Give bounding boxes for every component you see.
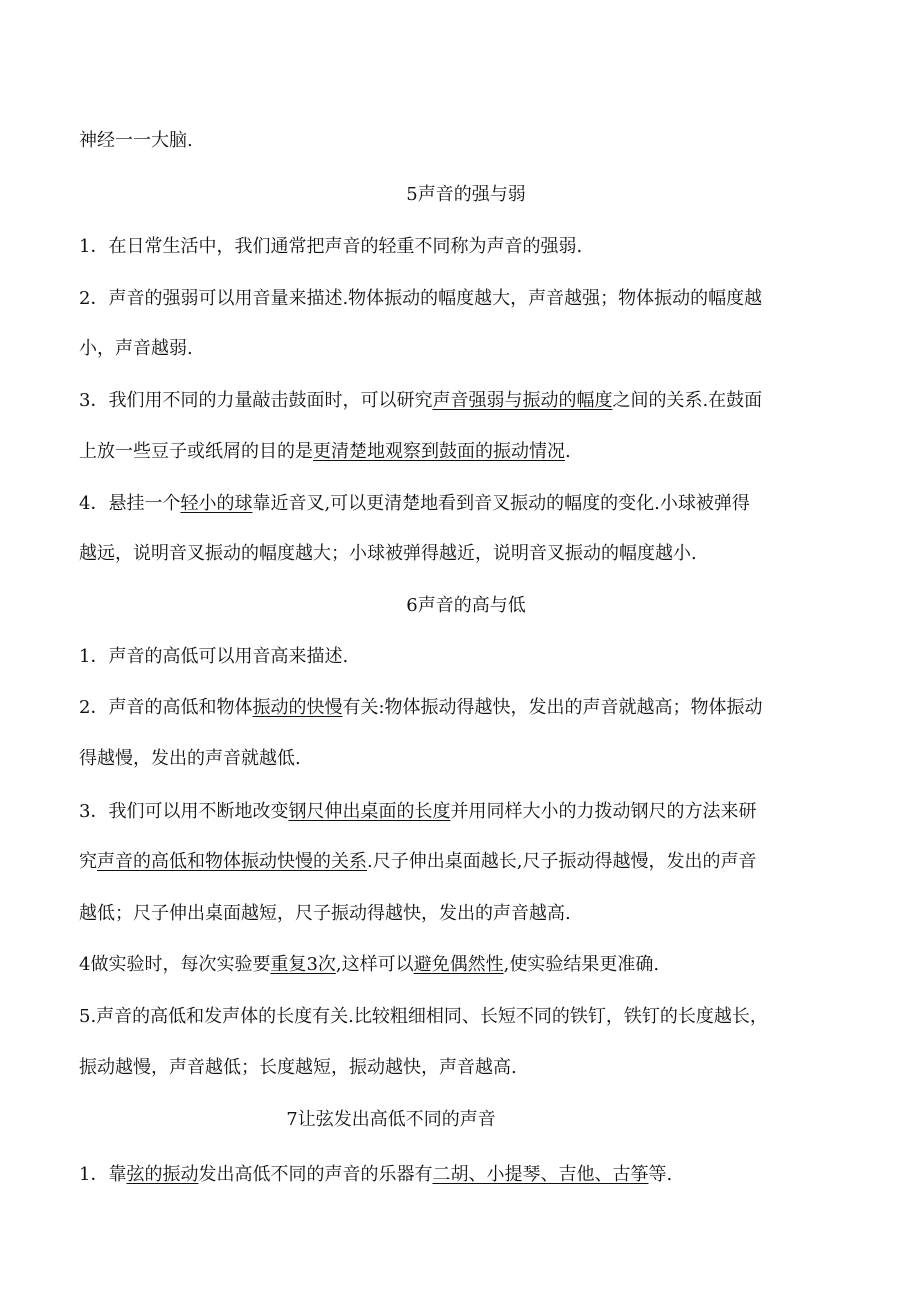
section-7-title: 7让弦发出高低不同的声音 — [286, 1109, 496, 1130]
sec6-p3-line2: 究声音的高低和物体振动快慢的关系.尺子伸出桌面越长,尺子振动得越慢，发出的声音 — [79, 851, 757, 872]
sec6-p4: 4做实验时，每次实验要重复3次,这样可以避免偶然性,使实验结果更准确. — [79, 954, 660, 975]
answer-underline: 避免偶然性 — [413, 954, 504, 975]
sec6-p5-line1: 5.声音的高低和发声体的长度有关.比较粗细相同、长短不同的铁钉，铁钉的长度越长， — [79, 1006, 768, 1027]
sec7-p1: 1．靠弦的振动发出高低不同的声音的乐器有二胡、小提琴、吉他、古筝等. — [79, 1164, 673, 1185]
sec6-p2-line1: 2．声音的高低和物体振动的快慢有关:物体振动得越快，发出的声音就越高；物体振动 — [79, 697, 763, 718]
answer-underline: 弦的振动 — [126, 1164, 199, 1185]
sec5-p4-line2: 越远，说明音叉振动的幅度越大；小球被弹得越近，说明音叉振动的幅度越小. — [79, 543, 697, 564]
answer-underline: 轻小的球 — [180, 493, 253, 514]
sec5-p3-line2: 上放一些豆子或纸屑的目的是更清楚地观察到鼓面的振动情况. — [79, 441, 571, 462]
sec6-p3-line1: 3．我们可以用不断地改变钢尺伸出桌面的长度并用同样大小的力拨动钢尺的方法来研 — [79, 801, 757, 822]
answer-underline: 更清楚地观察到鼓面的振动情况 — [313, 441, 565, 462]
sec6-p5-line2: 振动越慢，声音越低；长度越短，振动越快，声音越高. — [79, 1057, 517, 1078]
sec5-p4-line1: 4．悬挂一个轻小的球靠近音叉,可以更清楚地看到音叉振动的幅度的变化.小球被弹得 — [79, 493, 750, 514]
sec6-p3-line3: 越低；尺子伸出桌面越短，尺子振动得越快，发出的声音越高. — [79, 903, 571, 924]
section-5-title: 5声音的强与弱 — [406, 184, 526, 205]
sec5-p3-line1: 3．我们用不同的力量敲击鼓面时，可以研究声音强弱与振动的幅度之间的关系.在鼓面 — [79, 390, 763, 411]
section-6-title: 6声音的高与低 — [406, 595, 526, 616]
sec5-p2-line1: 2．声音的强弱可以用音量来描述.物体振动的幅度越大，声音越强；物体振动的幅度越 — [79, 288, 763, 309]
sec6-p2-line2: 得越慢，发出的声音就越低. — [79, 748, 301, 769]
answer-underline: 重复3次 — [270, 954, 336, 975]
answer-underline: 钢尺伸出桌面的长度 — [288, 801, 451, 822]
answer-underline: 振动的快慢 — [252, 697, 343, 718]
sec5-p2-line2: 小，声音越弱. — [79, 338, 193, 359]
answer-underline: 声音的高低和物体振动快慢的关系 — [97, 851, 367, 872]
sec6-p1: 1．声音的高低可以用音高来描述. — [79, 646, 349, 667]
sec5-p1: 1．在日常生活中，我们通常把声音的轻重不同称为声音的强弱. — [79, 236, 583, 257]
answer-underline: 声音强弱与振动的幅度 — [432, 390, 613, 411]
answer-underline: 二胡、小提琴、吉他、古筝 — [432, 1164, 649, 1185]
intro-line: 神经一一大脑. — [79, 130, 193, 151]
